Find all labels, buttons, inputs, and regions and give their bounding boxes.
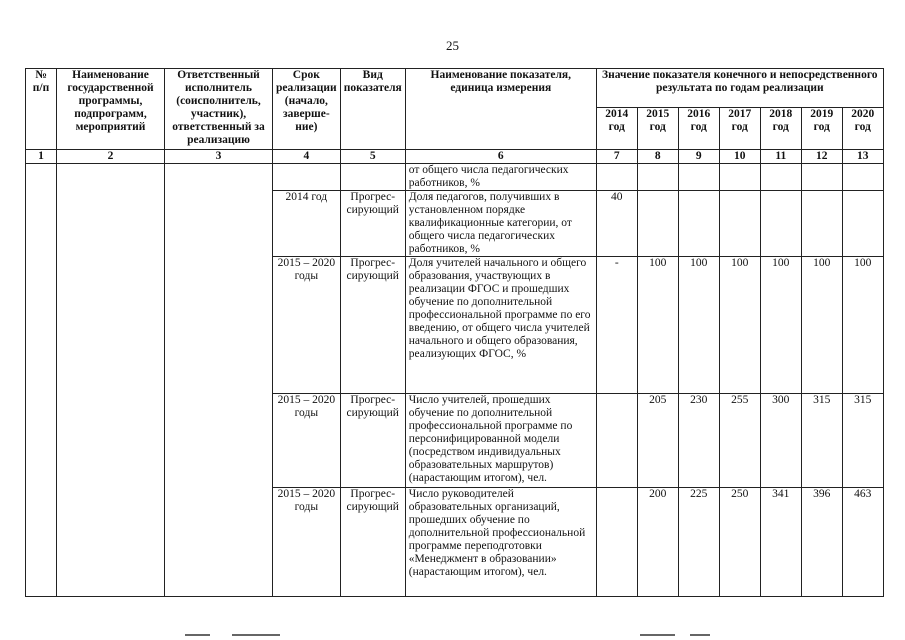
cell-indicator-type	[340, 164, 405, 191]
header-num: № п/п	[26, 69, 57, 150]
column-number: 8	[637, 150, 678, 164]
scan-artifact-line	[690, 634, 710, 636]
cell-indicator-type: Прогрес-сирующий	[340, 257, 405, 394]
column-number-row	[26, 150, 884, 164]
cell-value	[596, 164, 637, 191]
column-number: 11	[760, 150, 801, 164]
cell-period: 2014 год	[273, 191, 341, 257]
cell-value: 100	[842, 257, 883, 394]
cell-value: 205	[637, 394, 678, 488]
header-year: 2020 год	[842, 108, 883, 150]
cell-period	[273, 164, 341, 191]
cell-value	[678, 191, 719, 257]
cell-value	[678, 164, 719, 191]
column-number: 5	[340, 150, 405, 164]
column-number: 2	[57, 150, 165, 164]
cell-value: 100	[637, 257, 678, 394]
cell-period: 2015 – 2020 годы	[273, 394, 341, 488]
cell-period: 2015 – 2020 годы	[273, 257, 341, 394]
cell-value: 100	[801, 257, 842, 394]
header-year: 2017 год	[719, 108, 760, 150]
column-number: 13	[842, 150, 883, 164]
cell-value: 341	[760, 488, 801, 597]
cell-indicator-type: Прогрес-сирующий	[340, 488, 405, 597]
cell-indicator-name: от общего числа педагогических работников, %	[405, 164, 596, 191]
column-number: 6	[405, 150, 596, 164]
header-indicator-name: Наименование показателя, единица измерения	[405, 69, 596, 150]
scan-artifact-line	[185, 634, 210, 636]
cell-value: 100	[760, 257, 801, 394]
cell-value	[719, 164, 760, 191]
cell-indicator-name: Доля педагогов, получивших в установленном порядке квалификационные категории, от общего числа педагогических работников, %	[405, 191, 596, 257]
cell-num	[26, 164, 57, 597]
cell-value	[596, 394, 637, 488]
cell-value: 396	[801, 488, 842, 597]
cell-value: 315	[842, 394, 883, 488]
cell-value: 225	[678, 488, 719, 597]
header-year: 2016 год	[678, 108, 719, 150]
header-year: 2019 год	[801, 108, 842, 150]
cell-value: 250	[719, 488, 760, 597]
cell-indicator-name: Число руководителей образовательных организаций, прошедших обучение по дополнительной профессиональной программе переподготовки «Менеджмент в образовании» (нарастающим итогом), чел.	[405, 488, 596, 597]
cell-value: 40	[596, 191, 637, 257]
header-year: 2018 год	[760, 108, 801, 150]
cell-indicator-name: Число учителей, прошедших обучение по дополнительной профессиональной программе по персонифицированной модели (посредством индивидуальных образовательных маршрутов) (нарастающим итогом), чел.	[405, 394, 596, 488]
column-number: 12	[801, 150, 842, 164]
cell-value: 255	[719, 394, 760, 488]
cell-value: 463	[842, 488, 883, 597]
cell-value	[801, 164, 842, 191]
cell-responsible	[165, 164, 273, 597]
header-period: Срок реализации (начало, заверше-ние)	[273, 69, 341, 150]
column-number: 3	[165, 150, 273, 164]
header-responsible: Ответственный исполнитель (соисполнитель, участник), ответственный за реализацию	[165, 69, 273, 150]
column-number: 4	[273, 150, 341, 164]
cell-indicator-type: Прогрес-сирующий	[340, 191, 405, 257]
cell-value	[637, 164, 678, 191]
cell-value: 200	[637, 488, 678, 597]
header-year: 2014 год	[596, 108, 637, 150]
program-indicators-table	[25, 68, 884, 597]
header-values-group: Значение показателя конечного и непосредственного результата по годам реализации	[596, 69, 883, 108]
cell-value: -	[596, 257, 637, 394]
header-row-top	[26, 69, 884, 108]
cell-value	[719, 191, 760, 257]
cell-value	[637, 191, 678, 257]
header-program-name: Наименование государственной программы, подпрограмм, мероприятий	[57, 69, 165, 150]
cell-value	[842, 164, 883, 191]
cell-value: 230	[678, 394, 719, 488]
cell-indicator-name: Доля учителей начального и общего образования, участвующих в реализации ФГОС и прошедших обучение по дополнительной профессиональной программе по его введению, от общего числа учителей начального и общего образования, реализующих ФГОС, %	[405, 257, 596, 394]
cell-value	[596, 488, 637, 597]
cell-value	[801, 191, 842, 257]
cell-value	[842, 191, 883, 257]
column-number: 1	[26, 150, 57, 164]
table-row	[26, 164, 884, 191]
cell-value: 315	[801, 394, 842, 488]
cell-value	[760, 164, 801, 191]
scan-artifact-line	[640, 634, 675, 636]
page-number: 25	[446, 38, 459, 53]
cell-period: 2015 – 2020 годы	[273, 488, 341, 597]
cell-value	[760, 191, 801, 257]
cell-indicator-type: Прогрес-сирующий	[340, 394, 405, 488]
cell-value: 100	[719, 257, 760, 394]
column-number: 7	[596, 150, 637, 164]
cell-program-name	[57, 164, 165, 597]
column-number: 9	[678, 150, 719, 164]
header-year: 2015 год	[637, 108, 678, 150]
column-number: 10	[719, 150, 760, 164]
cell-value: 300	[760, 394, 801, 488]
scan-artifact-line	[232, 634, 280, 636]
cell-value: 100	[678, 257, 719, 394]
header-indicator-type: Вид показателя	[340, 69, 405, 150]
